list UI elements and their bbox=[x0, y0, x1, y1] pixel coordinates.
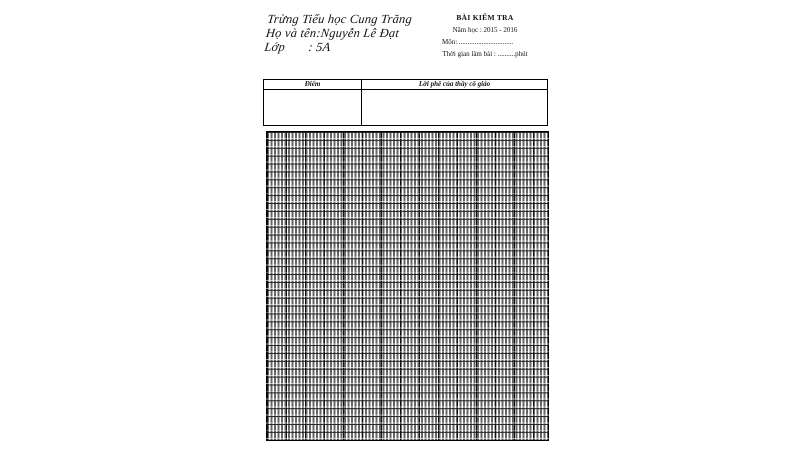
student-info-block bbox=[264, 12, 438, 54]
score-header: Điểm bbox=[264, 80, 361, 90]
school-name: Trừng Tiểu học Cung Trăng bbox=[266, 12, 413, 26]
class-line bbox=[264, 40, 435, 54]
exam-time: Thời gian làm bài : ..........phút bbox=[442, 50, 528, 58]
handwriting-grid bbox=[266, 131, 549, 441]
score-comment-table bbox=[263, 79, 548, 126]
exam-title: BÀI KIỂM TRA bbox=[456, 13, 514, 22]
exam-info-block bbox=[420, 12, 550, 60]
comment-column bbox=[362, 80, 547, 125]
student-name: Họ và tên:Nguyễn Lê Đạt bbox=[265, 26, 400, 40]
class-value: : 5A bbox=[307, 40, 332, 54]
comment-header: Lời phê của thầy cô giáo bbox=[362, 80, 547, 90]
score-column bbox=[264, 80, 362, 125]
exam-subject: Môn: ............................... bbox=[442, 38, 514, 46]
class-label: Lớp bbox=[263, 40, 286, 54]
school-year: Năm học : 2015 - 2016 bbox=[452, 26, 518, 34]
